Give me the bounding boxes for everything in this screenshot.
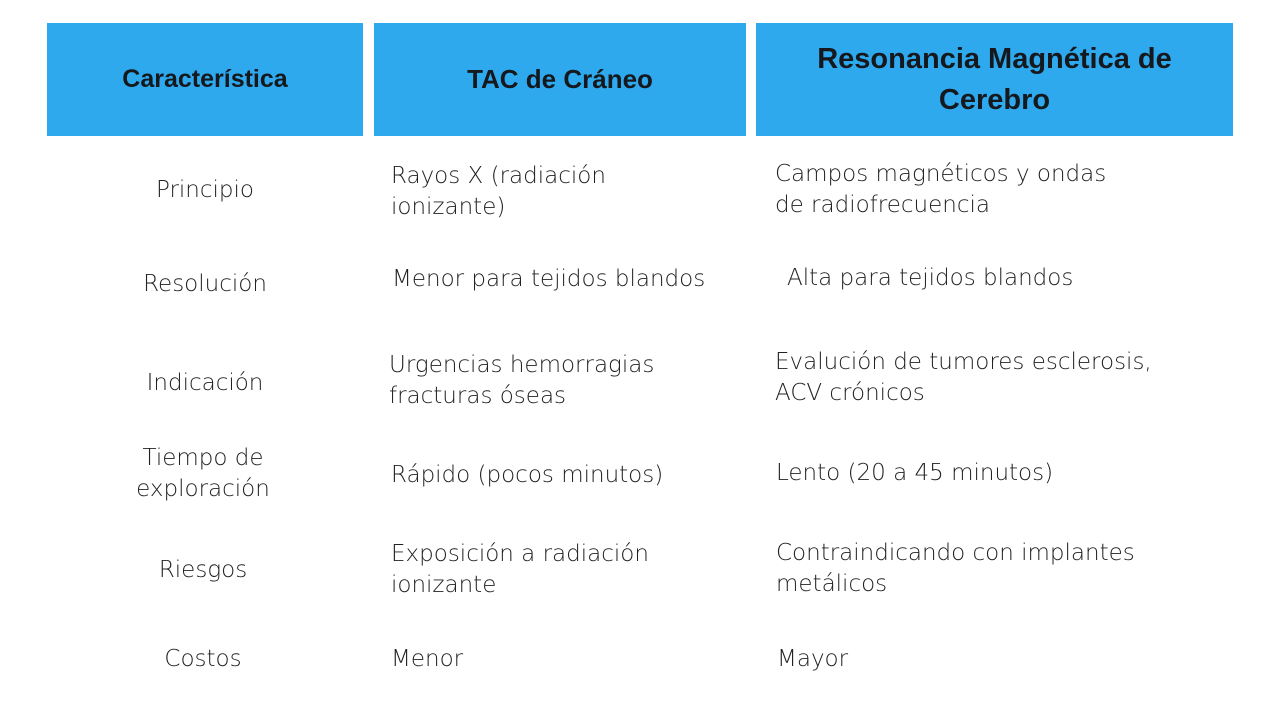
header-caracteristica [47, 23, 363, 136]
cell-line: Rayos X (radiación [391, 163, 606, 189]
row-tiempo-rm [776, 458, 1053, 489]
feature-label: Principio [156, 177, 254, 203]
row-tiempo-feature [45, 443, 361, 505]
cell-line: Lento (20 a 45 minutos) [776, 460, 1054, 486]
cell-line: Menor para tejidos blandos [392, 266, 706, 292]
cell-line: metálicos [776, 571, 888, 597]
cell-line: Mayor [777, 646, 849, 672]
row-resolucion-tac [392, 264, 705, 295]
cell-line: Evalución de tumores esclerosis, [775, 349, 1152, 375]
cell-line: Alta para tejidos blandos [787, 265, 1074, 291]
feature-label: Riesgos [158, 557, 248, 583]
row-tiempo-tac [391, 460, 663, 491]
cell-line: fracturas óseas [389, 383, 567, 409]
cell-line: Contraindicando con implantes [776, 540, 1135, 566]
feature-label-line: exploración [136, 476, 270, 502]
cell-line: Menor [391, 646, 464, 672]
row-indicacion-rm [775, 347, 1152, 409]
cell-line: ACV crónicos [775, 380, 925, 406]
header-caracteristica-label: Característica [122, 65, 288, 93]
row-principio-rm [775, 159, 1106, 221]
row-riesgos-rm [776, 538, 1135, 600]
cell-line: Exposición a radiación [391, 541, 649, 567]
header-tac-label: TAC de Cráneo [467, 64, 653, 94]
row-resolucion-feature [47, 269, 363, 300]
row-riesgos-feature [45, 555, 361, 586]
row-indicacion-feature [47, 368, 363, 399]
row-resolucion-rm [787, 263, 1073, 294]
row-costos-feature [45, 644, 361, 675]
row-principio-feature [47, 175, 363, 206]
cell-line: ionizante) [391, 194, 506, 220]
header-resonancia-label: Resonancia Magnética de Cerebro [817, 42, 1172, 116]
cell-line: ionizante [391, 572, 497, 598]
cell-line: Campos magnéticos y ondas [775, 161, 1107, 187]
row-riesgos-tac [391, 539, 649, 601]
row-indicacion-tac [389, 350, 654, 412]
row-principio-tac [391, 161, 606, 223]
header-resonancia [756, 23, 1233, 136]
row-costos-rm [777, 644, 848, 675]
cell-line: Urgencias hemorragias [389, 352, 655, 378]
feature-label: Indicación [146, 370, 264, 396]
header-tac [374, 23, 746, 136]
row-costos-tac [391, 644, 463, 675]
feature-label-line: Tiempo de [142, 445, 264, 471]
cell-line: de radiofrecuencia [775, 192, 990, 218]
feature-label: Resolución [143, 271, 267, 297]
feature-label: Costos [164, 646, 242, 672]
cell-line: Rápido (pocos minutos) [391, 462, 664, 488]
